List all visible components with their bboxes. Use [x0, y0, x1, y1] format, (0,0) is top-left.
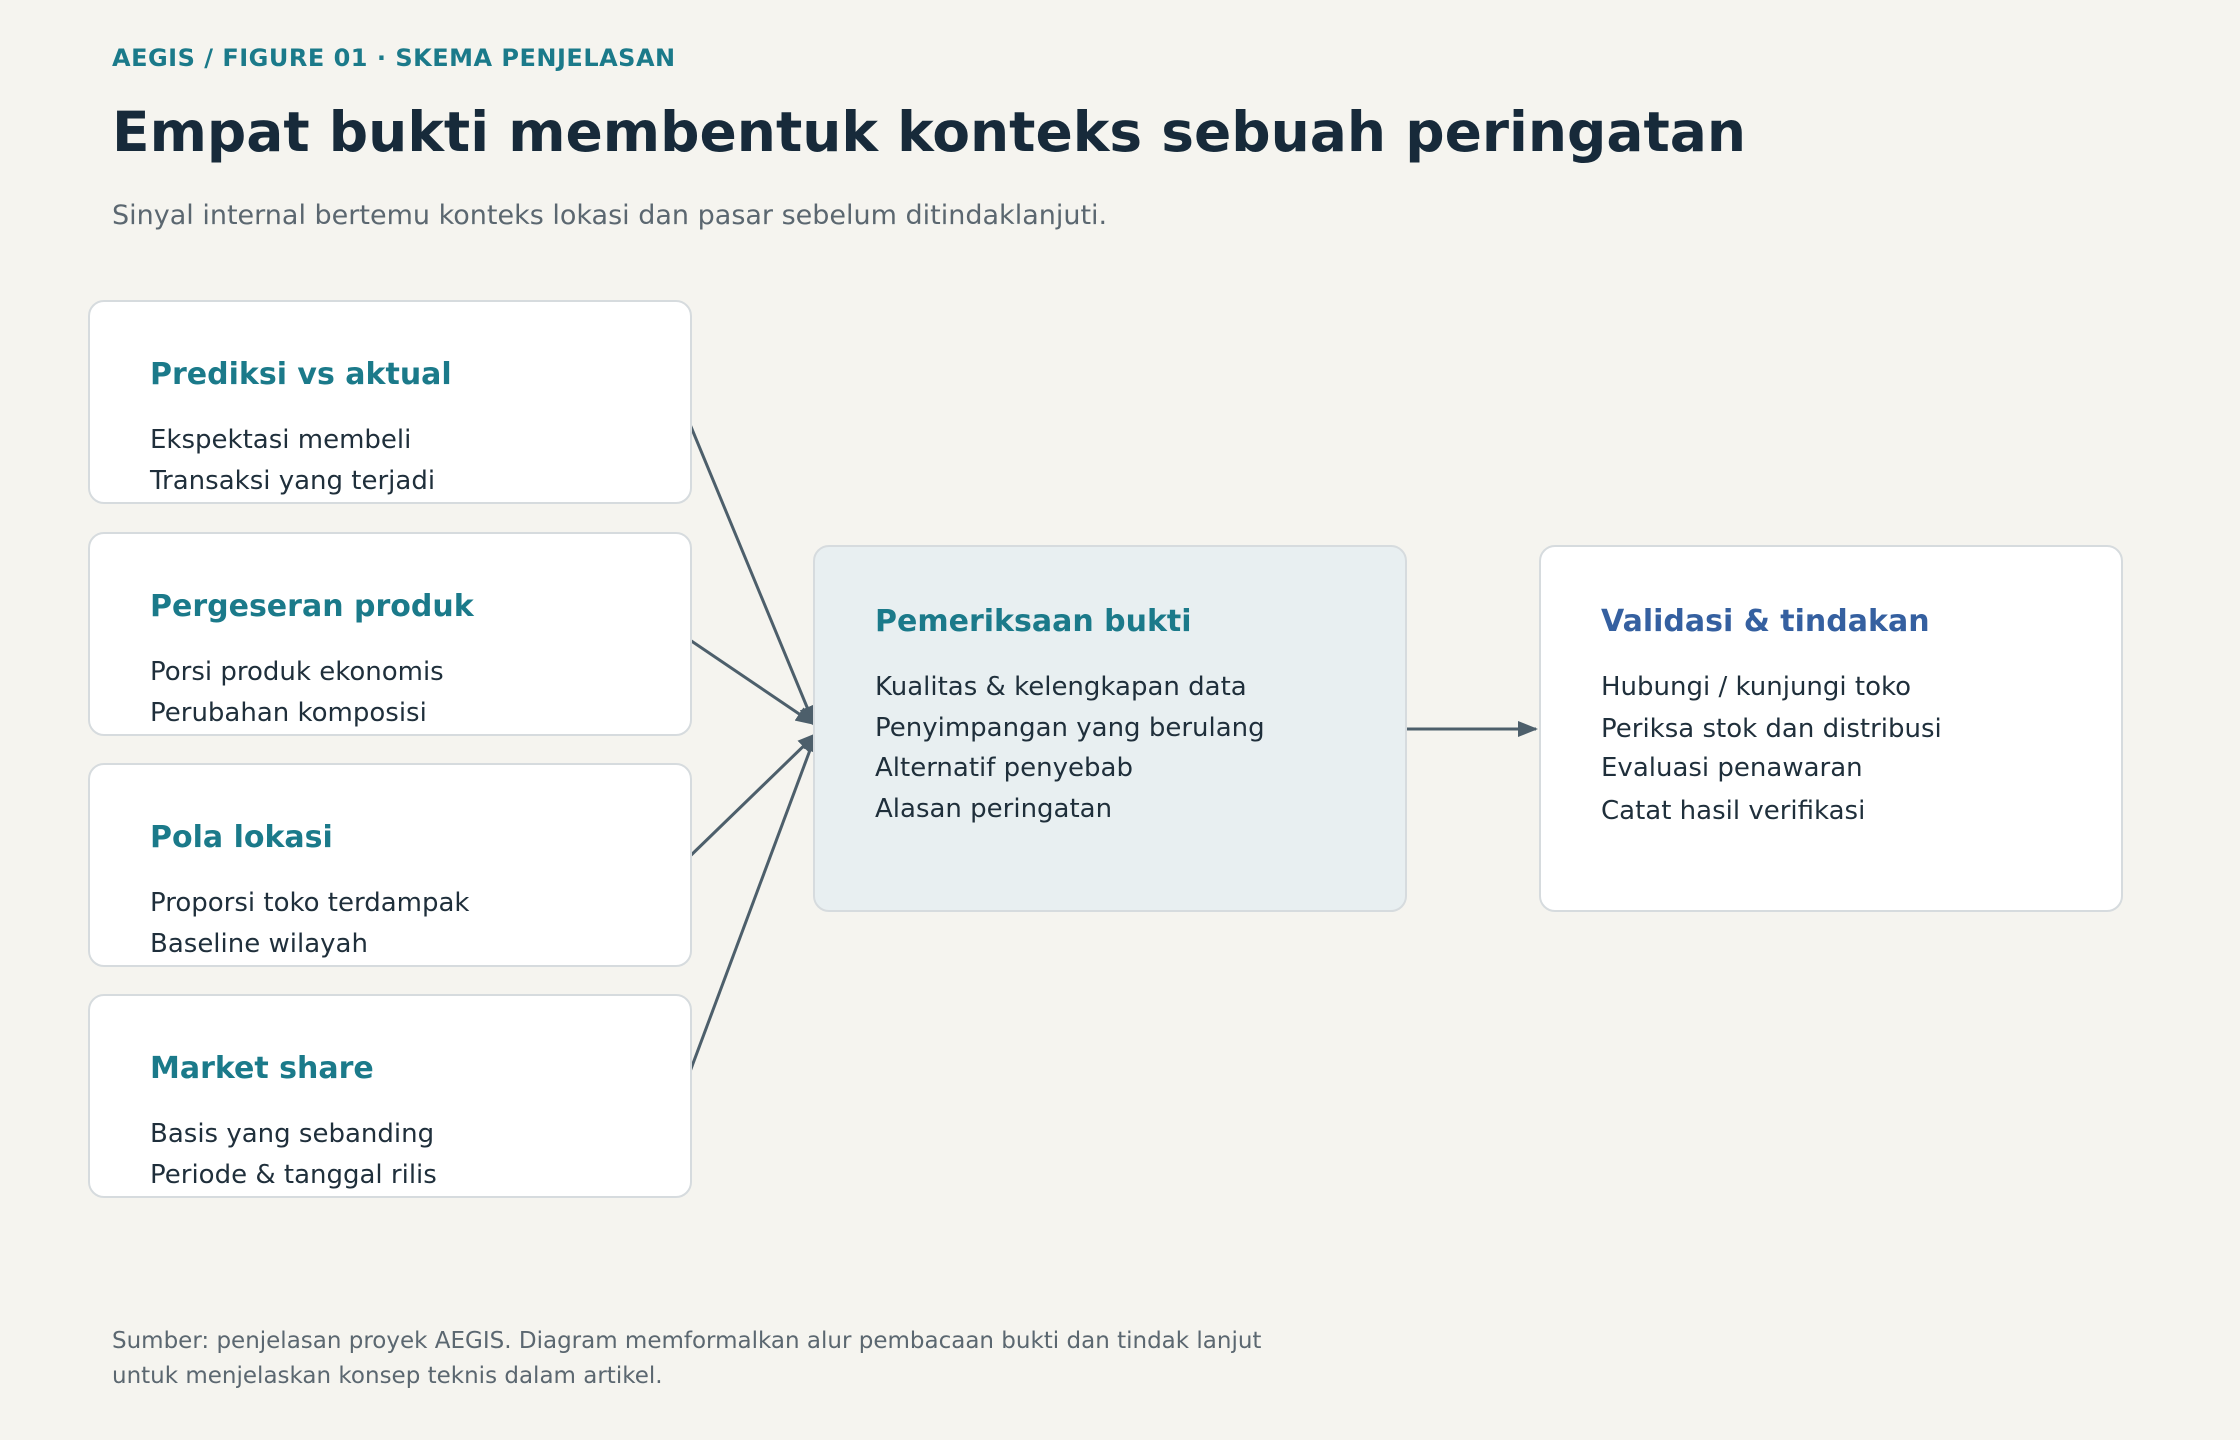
card-line: Baseline wilayah — [150, 929, 368, 959]
card-line: Periksa stok dan distribusi — [1601, 714, 1942, 744]
card-line: Alasan peringatan — [875, 794, 1113, 824]
card-line: Periode & tanggal rilis — [150, 1160, 437, 1190]
card-title: Pergeseran produk — [150, 589, 474, 624]
source-note — [112, 1324, 1261, 1394]
card-line: Transaksi yang terjadi — [150, 466, 436, 496]
figure-subtitle: Sinyal internal bertemu konteks lokasi dan pasar sebelum ditindaklanjuti. — [112, 200, 1108, 231]
card-pergeseran-produk — [88, 532, 692, 736]
card-line: Kualitas & kelengkapan data — [875, 672, 1247, 702]
card-line: Basis yang sebanding — [150, 1119, 435, 1149]
card-line: Perubahan komposisi — [150, 698, 427, 728]
card-pemeriksaan-bukti — [813, 545, 1407, 912]
card-title: Pola lokasi — [150, 820, 333, 855]
card-title: Market share — [150, 1051, 374, 1086]
card-title: Prediksi vs aktual — [150, 357, 452, 392]
card-title: Validasi & tindakan — [1601, 604, 1930, 639]
source-line: untuk menjelaskan konsep teknis dalam artikel. — [112, 1363, 663, 1389]
card-validasi-tindakan — [1539, 545, 2123, 912]
card-line: Penyimpangan yang berulang — [875, 713, 1265, 743]
arrow-market-to-check — [682, 734, 816, 1093]
card-market-share — [88, 994, 692, 1198]
card-title: Pemeriksaan bukti — [875, 604, 1192, 639]
card-line: Hubungi / kunjungi toko — [1601, 672, 1912, 702]
card-line: Proporsi toko terdampak — [150, 888, 470, 918]
figure-title: Empat bukti membentuk konteks sebuah peringatan — [112, 100, 1747, 164]
figure-eyebrow: AEGIS / FIGURE 01 · SKEMA PENJELASAN — [112, 44, 676, 72]
arrow-prediksi-to-check — [682, 405, 814, 724]
card-line: Alternatif penyebab — [875, 753, 1133, 783]
card-line: Catat hasil verifikasi — [1601, 796, 1866, 826]
source-line: Sumber: penjelasan proyek AEGIS. Diagram memformalkan alur pembacaan bukti dan tindak lanjut — [112, 1328, 1262, 1354]
card-line: Porsi produk ekonomis — [150, 657, 444, 687]
arrow-pola-to-check — [684, 734, 816, 862]
card-line: Ekspektasi membeli — [150, 425, 412, 455]
card-line: Evaluasi penawaran — [1601, 753, 1863, 783]
arrow-pergeseran-to-check — [684, 636, 814, 724]
card-prediksi-vs-aktual — [88, 300, 692, 504]
card-pola-lokasi — [88, 763, 692, 967]
